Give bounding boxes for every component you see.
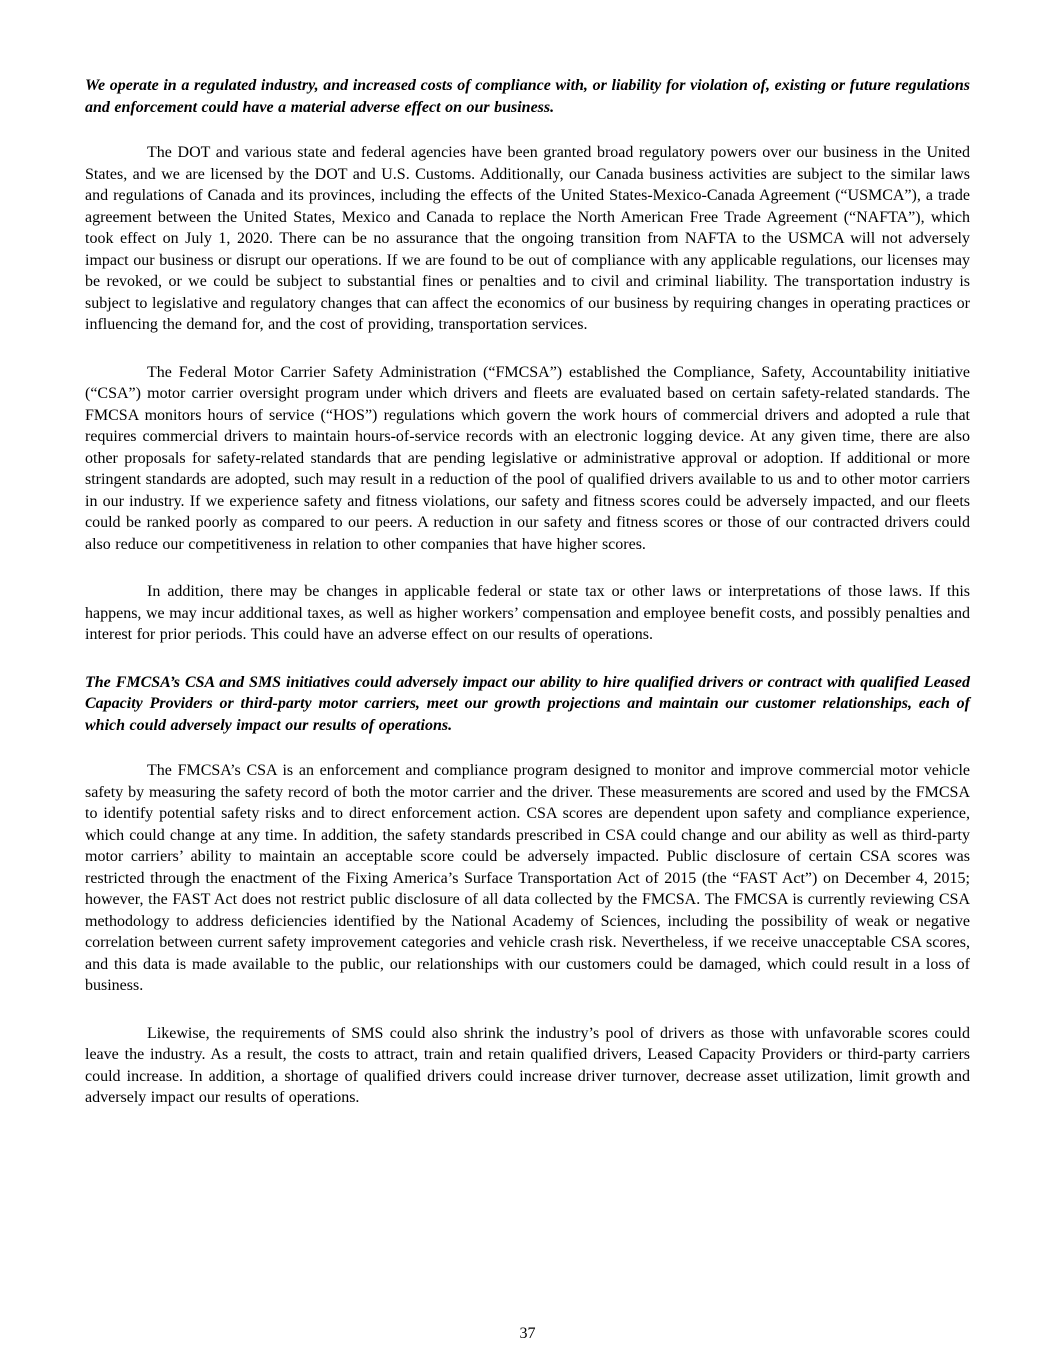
- body-paragraph: The DOT and various state and federal agencies have been granted broad regulatory powers over our business in the United States, and we are licensed by the DOT and U.S. Customs. Additionally, our Canada business activities are subject to the similar laws and regulations of Canada and its provinces, including the effects of the United States-Mexico-Canada Agreement (“USMCA”), a trade agreement between the United States, Mexico and Canada to replace the North American Free Trade Agreement (“NAFTA”), which took effect on July 1, 2020. There can be no assurance that the ongoing transition from NAFTA to the USMCA will not adversely impact our business or disrupt our operations. If we are found to be out of compliance with any applicable regulations, our licenses may be revoked, or we could be subject to substantial fines or penalties and to civil and criminal liability. The transportation industry is subject to legislative and regulatory changes that can affect the economics of our business by requiring changes in operating practices or influencing the demand for, and the cost of providing, transportation services.: [85, 144, 970, 333]
- risk-factor-heading: The FMCSA’s CSA and SMS initiatives could adversely impact our ability to hire qualified drivers or contract with qualified Leased Capacity Providers or third-party motor carriers, meet our growth projections and maintain our customer relationships, each of which could adversely impact our results of operations.: [85, 673, 970, 734]
- page-number: 37: [519, 1325, 536, 1342]
- body-paragraph: The FMCSA’s CSA is an enforcement and compliance program designed to monitor and improve commercial motor vehicle safety by measuring the safety record of both the motor carrier and the driver. These measurements are scored and used by the FMCSA to identify potential safety risks and to direct enforcement action. CSA scores are dependent upon safety and compliance experience, which could change at any time. In addition, the safety standards prescribed in CSA could change and our ability as well as third-party motor carriers’ ability to maintain an acceptable score could be adversely impacted. Public disclosure of certain CSA scores was restricted through the enactment of the Fixing America’s Surface Transportation Act of 2015 (the “FAST Act”) on December 4, 2015; however, the FAST Act does not restrict public disclosure of all data collected by the FMCSA. The FMCSA is currently reviewing CSA methodology to address deficiencies identified by the National Academy of Sciences, including the possibility of weak or negative correlation between current safety improvement categories and vehicle crash risk. Nevertheless, if we receive unacceptable CSA scores, and this data is made available to the public, our relationships with our customers could be damaged, which could result in a loss of business.: [85, 762, 970, 994]
- body-paragraph: In addition, there may be changes in applicable federal or state tax or other laws or interpretations of those laws. If this happens, we may incur additional taxes, as well as higher workers’ compensation and employee benefit costs, and possibly penalties and interest for prior periods. This could have an adverse effect on our results of operations.: [85, 583, 970, 643]
- risk-factor-heading: We operate in a regulated industry, and increased costs of compliance with, or liability for violation of, existing or future regulations and enforcement could have a material adverse effect on our business.: [85, 77, 970, 116]
- body-paragraph: The Federal Motor Carrier Safety Administration (“FMCSA”) established the Compliance, Safety, Accountability initiative (“CSA”) motor carrier oversight program under which drivers and fleets are evaluated based on certain safety-related standards. The FMCSA monitors hours of service (“HOS”) regulations which govern the work hours of commercial drivers and adopted a rule that requires commercial drivers to maintain hours-of-service records with an electronic logging device. At any given time, there are also other proposals for safety-related standards that are pending legislative or administrative approval or adoption. If additional or more stringent standards are adopted, such may result in a reduction of the pool of qualified drivers available to us and to other motor carriers in our industry. If we experience safety and fitness violations, our safety and fitness scores could be adversely impacted, and our fleets could be ranked poorly as compared to our peers. A reduction in our safety and fitness scores or those of our contracted drivers could also reduce our competitiveness in relation to other companies that have higher scores.: [85, 363, 970, 553]
- body-paragraph: Likewise, the requirements of SMS could also shrink the industry’s pool of drivers as those with unfavorable scores could leave the industry. As a result, the costs to attract, train and retain qualified drivers, Leased Capacity Providers or third-party carriers could increase. In addition, a shortage of qualified drivers could increase driver turnover, decrease asset utilization, limit growth and adversely impact our results of operations.: [85, 1024, 970, 1106]
